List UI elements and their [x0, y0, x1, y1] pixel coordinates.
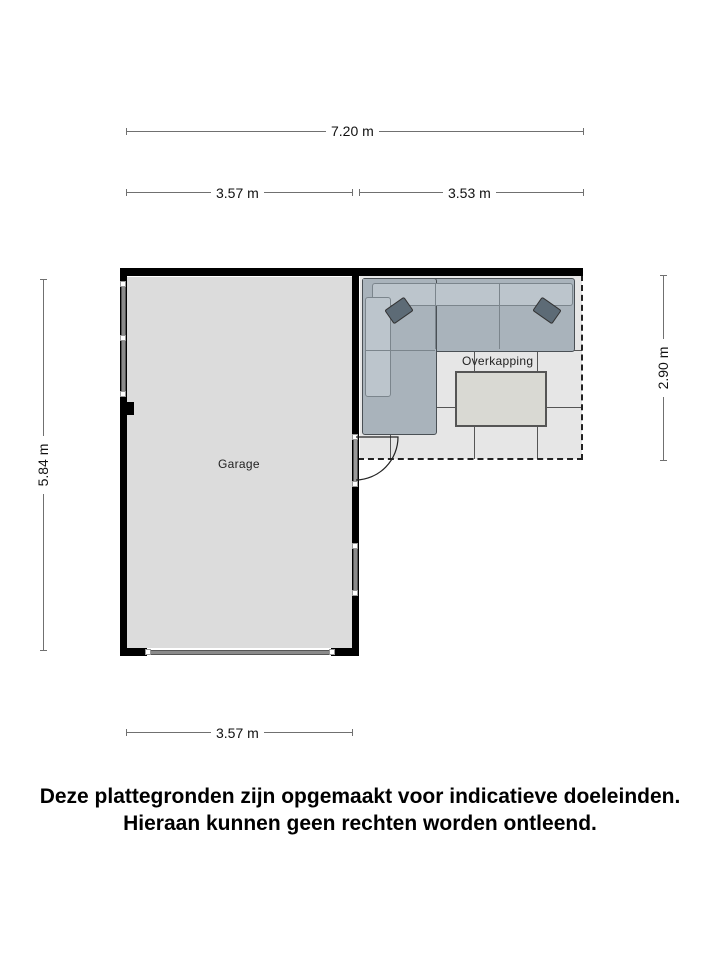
sofa-seam	[499, 283, 500, 349]
dimension-tick	[40, 650, 47, 651]
dimension-tick	[583, 189, 584, 196]
dimension-tick	[660, 460, 667, 461]
dimension-label-garage-depth: 5.84 m	[35, 436, 51, 494]
dimension-label-total-width: 7.20 m	[326, 123, 379, 139]
door-jamb	[329, 649, 335, 655]
door-swing-arc-icon	[355, 436, 405, 486]
dimension-tick	[126, 189, 127, 196]
garage-door	[147, 650, 331, 655]
dimension-tick	[352, 189, 353, 196]
dimension-tick	[126, 128, 127, 135]
disclaimer-line-2: Hieraan kunnen geen rechten worden ontleend.	[123, 812, 597, 835]
wall-pillar	[126, 402, 134, 415]
window-jamb	[352, 543, 358, 549]
dimension-tick	[359, 189, 360, 196]
dimension-tick	[660, 275, 667, 276]
window-jamb	[120, 335, 126, 341]
disclaimer-line-1: Deze plattegronden zijn opgemaakt voor indicatieve doeleinden.	[39, 785, 681, 808]
window-jamb	[120, 281, 126, 287]
dimension-tick	[352, 729, 353, 736]
dimension-tick	[40, 279, 47, 280]
window-jamb	[352, 590, 358, 596]
covered-area-boundary-right	[581, 275, 583, 460]
dimension-tick	[583, 128, 584, 135]
dimension-label-covered-depth: 2.90 m	[655, 339, 671, 397]
room-label-garage: Garage	[218, 457, 260, 471]
dimension-label-covered-width: 3.53 m	[443, 185, 496, 201]
dimension-label-garage-width: 3.57 m	[211, 185, 264, 201]
sofa-seam	[365, 350, 435, 351]
wall-garage-bottom-left	[120, 648, 147, 656]
rug	[455, 371, 547, 427]
window-jamb	[120, 391, 126, 397]
window-left-lower	[121, 338, 126, 392]
wall-garage-bottom-right	[331, 648, 359, 656]
window-left-upper	[121, 283, 126, 335]
dimension-label-bottom-width: 3.57 m	[211, 725, 264, 741]
door-jamb	[145, 649, 151, 655]
window-right	[353, 547, 358, 593]
room-label-covered: Overkapping	[462, 354, 534, 368]
dimension-tick	[126, 729, 127, 736]
sofa-seam	[435, 283, 436, 349]
